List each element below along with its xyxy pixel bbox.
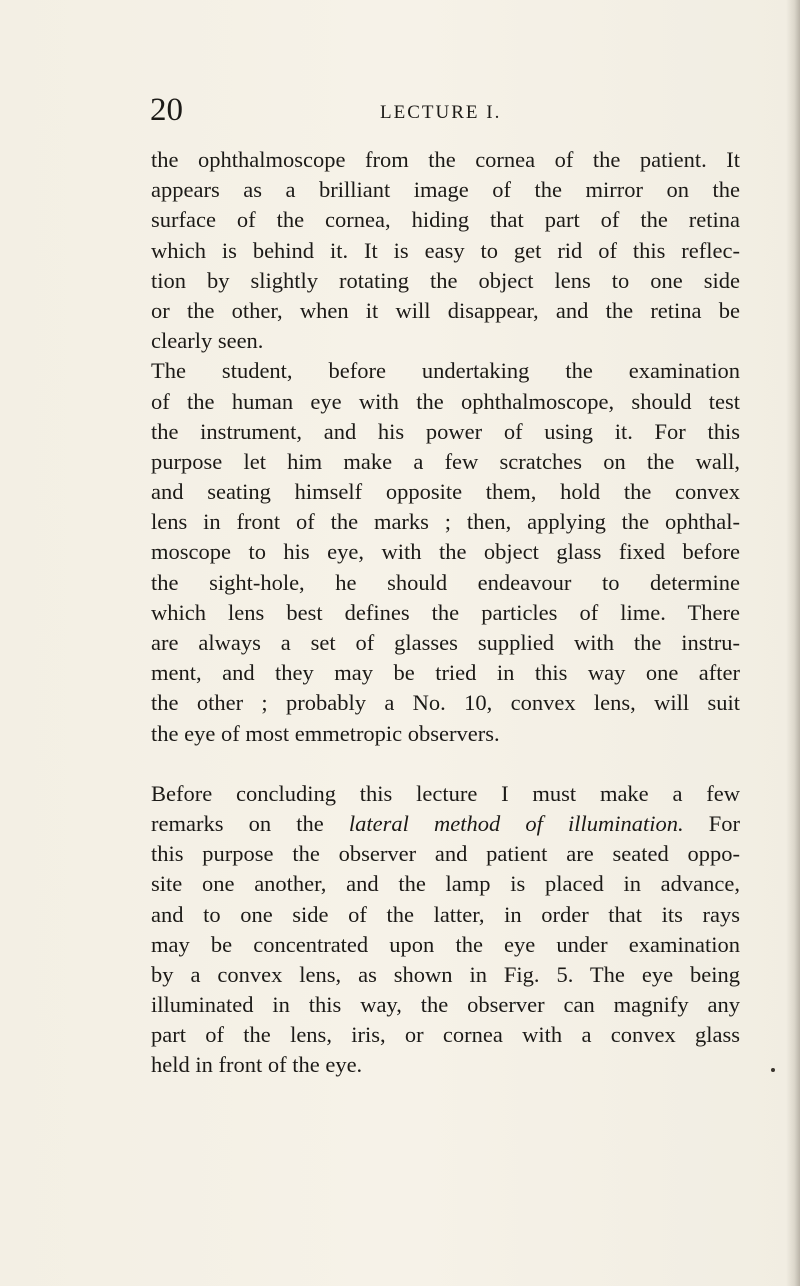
text-line: the instrument, and his power of using it. For this	[151, 418, 740, 444]
text-line: clearly seen.	[151, 328, 264, 354]
text-line: which is behind it. It is easy to get rid of this reflec-	[151, 237, 740, 263]
paragraph-3	[151, 779, 740, 1081]
text-line: purpose let him make a few scratches on the wall,	[151, 448, 740, 474]
text-line: appears as a brilliant image of the mirror on the	[151, 177, 740, 203]
text-line: site one another, and the lamp is placed in advance,	[151, 871, 740, 897]
body-text	[151, 145, 740, 1081]
text-line: are always a set of glasses supplied with the instru-	[151, 630, 740, 655]
text-line: and seating himself opposite them, hold the convex	[151, 479, 740, 505]
text-segment: remarks on the	[151, 810, 349, 836]
running-title: LECTURE I.	[380, 102, 502, 123]
text-line-with-italic	[151, 809, 740, 839]
text-line: this purpose the observer and patient are seated oppo-	[151, 841, 740, 867]
text-line: of the human eye with the ophthalmoscope, should test	[151, 388, 740, 414]
text-line: and to one side of the latter, in order that its rays	[151, 901, 740, 927]
text-line: or the other, when it will disappear, and the retina be	[151, 297, 740, 323]
page-edge-shadow	[786, 0, 800, 1286]
text-line: The student, before undertaking the examination	[151, 358, 740, 384]
italic-phrase: lateral method of illumination.	[348, 810, 684, 836]
page-number: 20	[150, 92, 183, 128]
text-line: lens in front of the marks ; then, applying the ophthal-	[151, 509, 740, 535]
paragraph-1	[151, 145, 740, 356]
text-line: the eye of most emmetropic observers.	[151, 720, 500, 746]
text-line: Before concluding this lecture I must make a few	[151, 780, 740, 806]
text-line: ment, and they may be tried in this way one after	[151, 660, 740, 686]
text-line: the ophthalmoscope from the cornea of the patient. It	[151, 147, 740, 172]
ink-speck	[771, 1068, 775, 1072]
text-line: illuminated in this way, the observer can magnify any	[151, 992, 740, 1018]
text-line: held in front of the eye.	[151, 1052, 363, 1078]
text-line: surface of the cornea, hiding that part of the retina	[151, 207, 740, 233]
running-head	[0, 92, 800, 132]
paragraph-2	[151, 356, 740, 748]
text-line: part of the lens, iris, or cornea with a convex glass	[151, 1022, 740, 1048]
text-line: may be concentrated upon the eye under examination	[151, 931, 740, 957]
text-line: by a convex lens, as shown in Fig. 5. The eye being	[151, 961, 740, 987]
text-segment: For	[683, 810, 740, 836]
text-line: which lens best defines the particles of lime. There	[151, 599, 740, 625]
text-line: tion by slightly rotating the object lens to one side	[151, 267, 740, 293]
text-line: the other ; probably a No. 10, convex lens, will suit	[151, 690, 740, 716]
text-line: moscope to his eye, with the object glass fixed before	[151, 539, 740, 565]
text-line: the sight-hole, he should endeavour to determine	[151, 569, 740, 595]
paragraph-gap	[151, 749, 740, 779]
